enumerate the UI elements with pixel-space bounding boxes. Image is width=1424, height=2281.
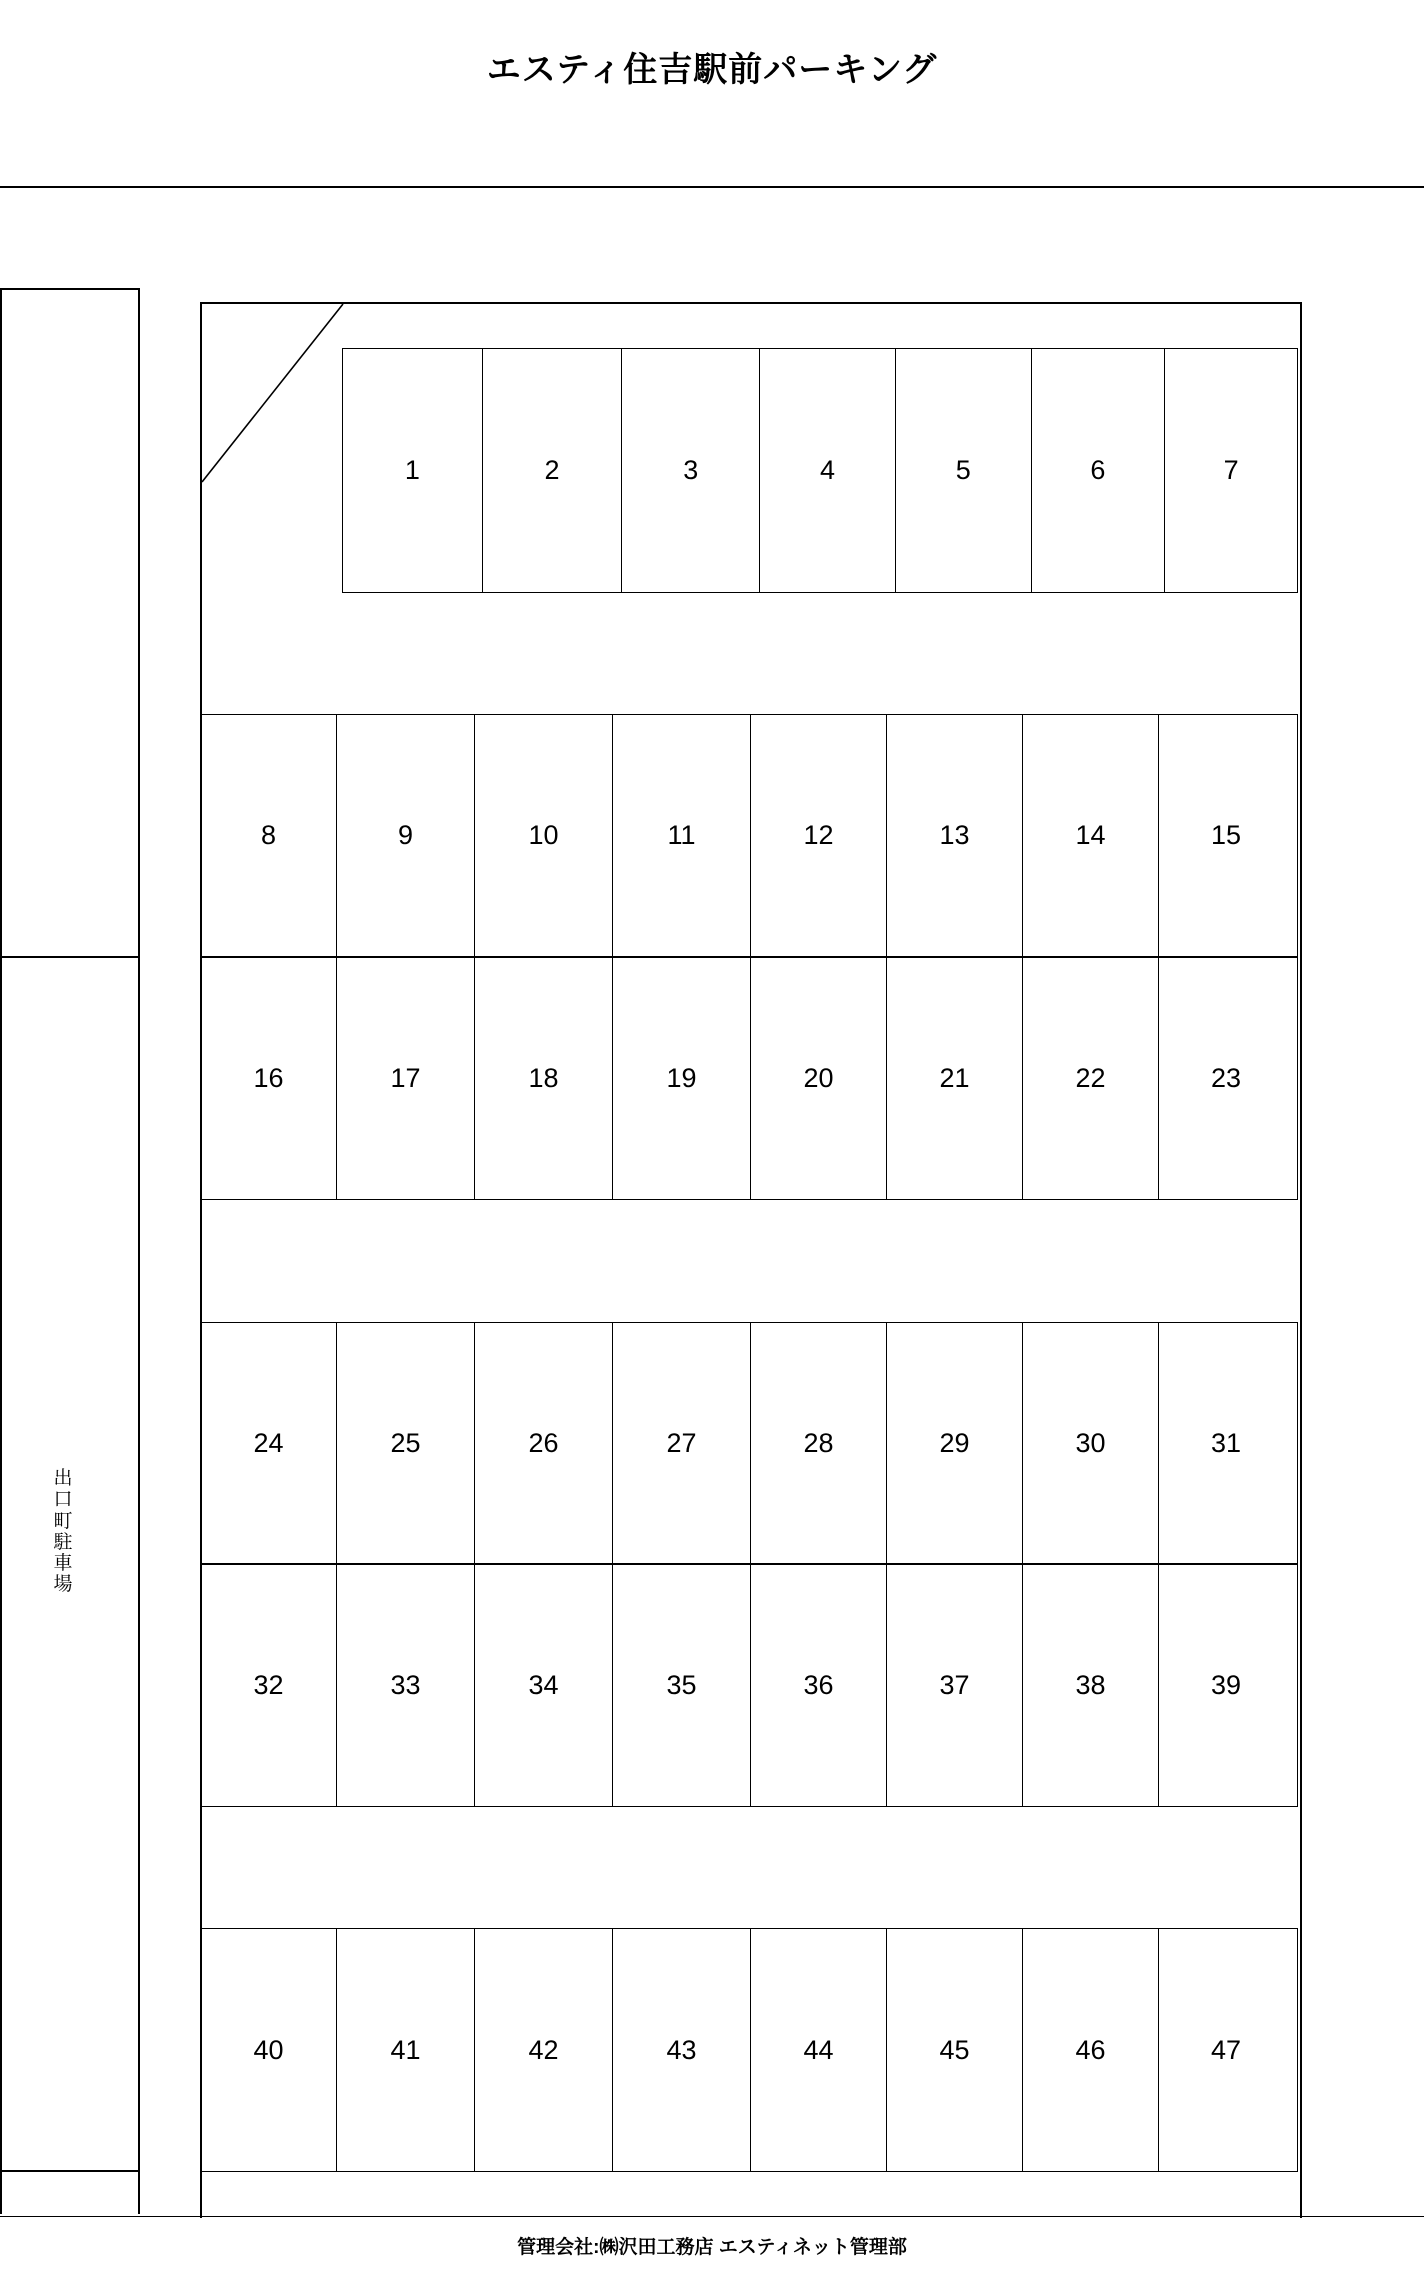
stall-47[interactable] [1159, 1929, 1293, 2171]
road-line-left-outer-lower [0, 956, 2, 2214]
stall-42[interactable] [475, 1929, 613, 2171]
stall-label: 12 [803, 820, 834, 850]
stall-34[interactable] [475, 1565, 613, 1806]
stall-label: 41 [390, 2034, 421, 2065]
stall-row-2 [200, 714, 1298, 957]
stall-label: 2 [544, 455, 560, 485]
stall-46[interactable] [1023, 1929, 1159, 2171]
road-line-left-top [0, 288, 140, 290]
stall-label: 26 [528, 1427, 559, 1458]
stall-13[interactable] [887, 715, 1023, 956]
stall-20[interactable] [751, 958, 887, 1199]
stall-35[interactable] [613, 1565, 751, 1806]
stall-label: 1 [404, 455, 420, 485]
stall-39[interactable] [1159, 1565, 1293, 1806]
driveway-diagonal [200, 302, 345, 545]
stall-label: 23 [1210, 1063, 1242, 1093]
stall-row-3 [200, 957, 1298, 1200]
stall-12[interactable] [751, 715, 887, 956]
stall-label: 28 [803, 1427, 834, 1458]
footer-management-company: 管理会社:㈱沢田工務店 エスティネット管理部 [517, 2237, 907, 2258]
stall-label: 19 [666, 1063, 697, 1093]
stall-label: 16 [253, 1063, 284, 1093]
stall-label: 15 [1210, 820, 1242, 850]
stall-row-1 [342, 348, 1298, 593]
stall-label: 20 [803, 1063, 834, 1093]
stall-23[interactable] [1159, 958, 1293, 1199]
stall-label: 10 [528, 820, 559, 850]
stall-label: 37 [939, 1670, 970, 1700]
stall-10[interactable] [475, 715, 613, 956]
stall-18[interactable] [475, 958, 613, 1199]
stall-6[interactable] [1032, 349, 1166, 592]
stall-28[interactable] [751, 1323, 887, 1563]
stall-label: 21 [939, 1063, 970, 1093]
stall-label: 18 [528, 1063, 559, 1093]
stall-label: 25 [390, 1427, 421, 1458]
stall-36[interactable] [751, 1565, 887, 1806]
stall-16[interactable] [201, 958, 337, 1199]
footer-divider [0, 2216, 1424, 2217]
stall-25[interactable] [337, 1323, 475, 1563]
stall-label: 45 [939, 2034, 970, 2065]
side-label-parking: 出口町駐車場 [53, 1468, 73, 1596]
stall-label: 35 [666, 1670, 697, 1700]
stall-5[interactable] [896, 349, 1032, 592]
stall-label: 30 [1075, 1427, 1106, 1458]
stall-8[interactable] [201, 715, 337, 956]
stall-label: 33 [390, 1670, 421, 1700]
stall-label: 13 [939, 820, 970, 850]
stall-37[interactable] [887, 1565, 1023, 1806]
stall-label: 47 [1210, 2034, 1242, 2065]
stall-30[interactable] [1023, 1323, 1159, 1563]
stall-4[interactable] [760, 349, 896, 592]
stall-label: 8 [260, 820, 277, 850]
stall-32[interactable] [201, 1565, 337, 1806]
title-divider [0, 186, 1424, 188]
stall-label: 14 [1075, 820, 1106, 850]
stall-14[interactable] [1023, 715, 1159, 956]
stall-17[interactable] [337, 958, 475, 1199]
stall-27[interactable] [613, 1323, 751, 1563]
stall-24[interactable] [201, 1323, 337, 1563]
stall-9[interactable] [337, 715, 475, 956]
stall-label: 39 [1210, 1670, 1242, 1700]
stall-row-5 [200, 1564, 1298, 1807]
stall-19[interactable] [613, 958, 751, 1199]
road-line-left-outer [0, 288, 2, 958]
stall-label: 17 [390, 1063, 421, 1093]
stall-44[interactable] [751, 1929, 887, 2171]
stall-11[interactable] [613, 715, 751, 956]
stall-15[interactable] [1159, 715, 1293, 956]
stall-label: 40 [253, 2034, 284, 2065]
stall-label: 31 [1210, 1427, 1242, 1458]
stall-label: 32 [253, 1670, 284, 1700]
stall-31[interactable] [1159, 1323, 1293, 1563]
stall-label: 4 [819, 455, 835, 485]
stall-row-6 [200, 1928, 1298, 2172]
stall-38[interactable] [1023, 1565, 1159, 1806]
stall-label: 42 [528, 2034, 559, 2065]
stall-41[interactable] [337, 1929, 475, 2171]
stall-label: 38 [1075, 1670, 1106, 1700]
stall-label: 3 [683, 455, 699, 485]
stall-label: 6 [1090, 455, 1106, 485]
road-line-left-mid [0, 956, 140, 958]
stall-1[interactable] [343, 349, 483, 592]
stall-22[interactable] [1023, 958, 1159, 1199]
stall-29[interactable] [887, 1323, 1023, 1563]
road-line-left-bottom [0, 2170, 140, 2172]
road-line-left-inner [138, 288, 140, 2214]
stall-26[interactable] [475, 1323, 613, 1563]
stall-label: 34 [528, 1670, 559, 1700]
stall-label: 29 [939, 1427, 970, 1458]
stall-row-4 [200, 1322, 1298, 1564]
stall-3[interactable] [622, 349, 760, 592]
stall-label: 44 [803, 2034, 834, 2065]
stall-label: 24 [253, 1427, 284, 1458]
stall-label: 11 [667, 820, 696, 850]
stall-45[interactable] [887, 1929, 1023, 2171]
stall-label: 27 [666, 1427, 697, 1458]
page-title: エスティ住吉駅前パーキング [486, 51, 938, 89]
stall-label: 22 [1075, 1063, 1106, 1093]
stall-label: 46 [1075, 2034, 1106, 2065]
stall-33[interactable] [337, 1565, 475, 1806]
stall-label: 43 [666, 2034, 697, 2065]
stall-label: 9 [397, 820, 414, 850]
stall-21[interactable] [887, 958, 1023, 1199]
stall-43[interactable] [613, 1929, 751, 2171]
stall-label: 7 [1223, 455, 1239, 485]
stall-label: 36 [803, 1670, 834, 1700]
stall-7[interactable] [1165, 349, 1297, 592]
stall-40[interactable] [201, 1929, 337, 2171]
stall-label: 5 [955, 455, 971, 485]
stall-2[interactable] [483, 349, 623, 592]
